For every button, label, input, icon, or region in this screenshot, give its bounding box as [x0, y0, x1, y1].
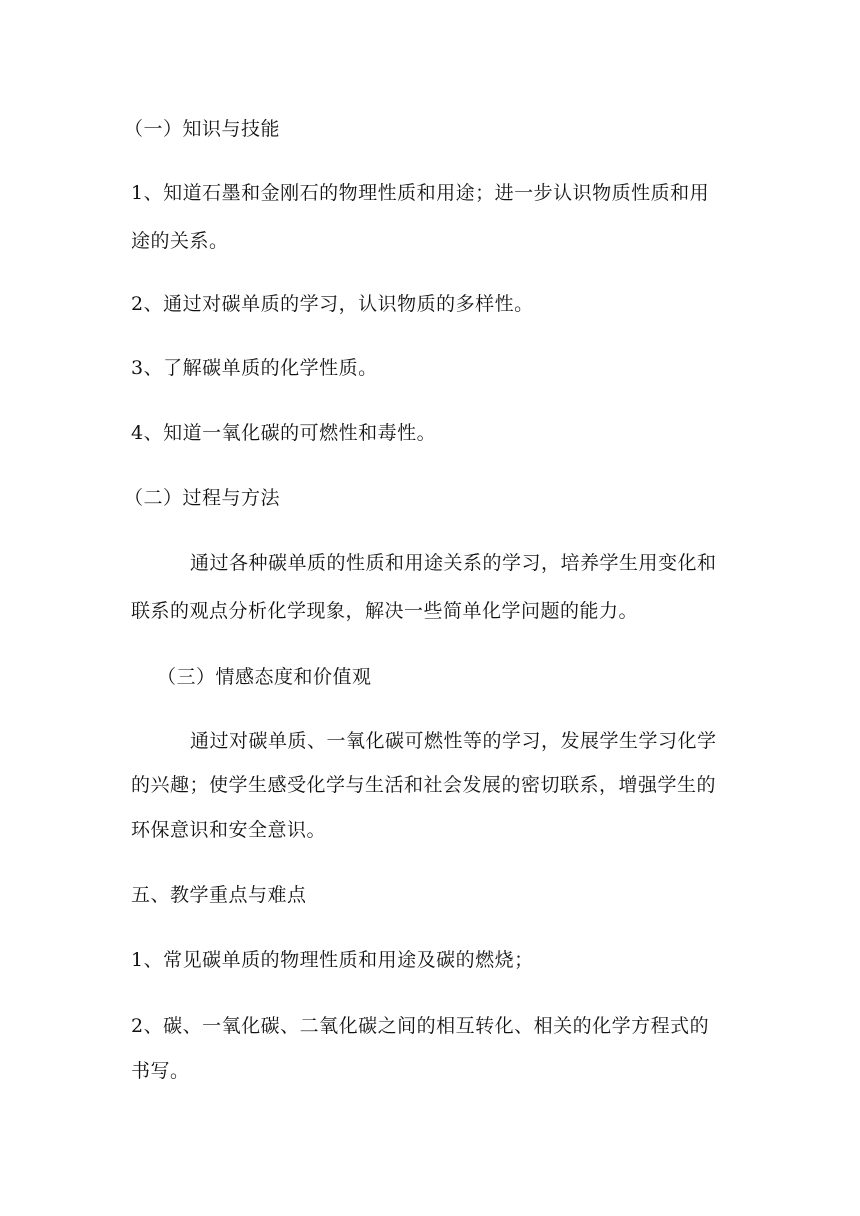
section-heading-key-points: 五、教学重点与难点: [131, 884, 307, 906]
paragraph-values-line-1: 通过对碳单质、一氧化碳可燃性等的学习，发展学生学习化学: [190, 730, 717, 752]
section-heading-process-methods: （二）过程与方法: [124, 487, 281, 509]
paragraph-values-line-3: 环保意识和安全意识。: [131, 819, 327, 841]
section-heading-values: （三）情感态度和价值观: [157, 666, 372, 688]
paragraph-process-line-1: 通过各种碳单质的性质和用途关系的学习，培养学生用变化和: [190, 552, 717, 574]
section-heading-knowledge-skills: （一）知识与技能: [124, 118, 281, 140]
list-item-1-line-2: 途的关系。: [131, 230, 229, 252]
key-point-2-line-1: 2、碳、一氧化碳、二氧化碳之间的相互转化、相关的化学方程式的: [131, 1015, 710, 1037]
key-point-1: 1、常见碳单质的物理性质和用途及碳的燃烧；: [131, 949, 534, 971]
list-item-3: 3、了解碳单质的化学性质。: [131, 357, 378, 379]
paragraph-values-line-2: 的兴趣；使学生感受化学与生活和社会发展的密切联系，增强学生的: [131, 774, 717, 796]
paragraph-process-line-2: 联系的观点分析化学现象，解决一些简单化学问题的能力。: [131, 600, 639, 622]
list-item-4: 4、知道一氧化碳的可燃性和毒性。: [131, 422, 437, 444]
key-point-2-line-2: 书写。: [131, 1060, 190, 1082]
list-item-1-line-1: 1、知道石墨和金刚石的物理性质和用途；进一步认识物质性质和用: [131, 182, 710, 204]
list-item-2: 2、通过对碳单质的学习，认识物质的多样性。: [131, 293, 534, 315]
